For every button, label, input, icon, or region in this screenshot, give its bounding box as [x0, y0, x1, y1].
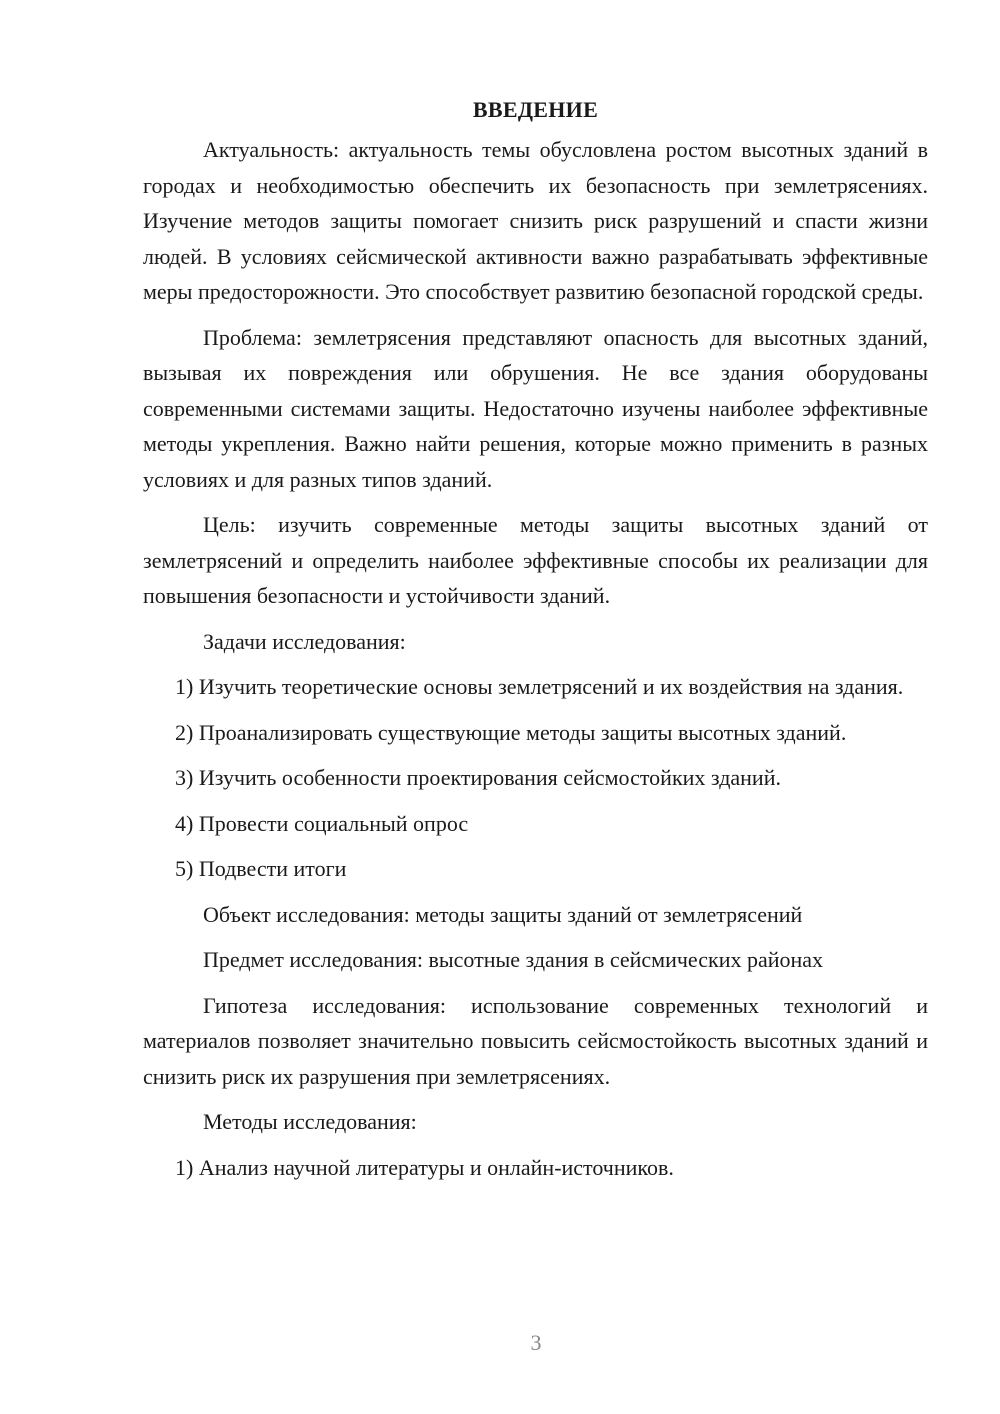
task-item-2: 2) Проанализировать существующие методы защиты высотных зданий.	[175, 719, 847, 745]
methods-heading: Методы исследования:	[203, 1109, 417, 1134]
tasks-heading: Задачи исследования:	[203, 628, 406, 654]
subject-line: Предмет исследования: высотные здания в сейсмических районах	[203, 947, 824, 972]
method-item-1: 1) Анализ научной литературы и онлайн-источников.	[175, 1154, 674, 1180]
section-title: ВВЕДЕНИЕ	[472, 97, 599, 122]
problem-paragraph: Проблема: землетрясения представляют опасность для высотных зданий, вызывая их повреждения или обрушения. Не все здания оборудованы современными системами защиты. Недостаточно изучены наиболее эффективные методы укрепления. Важно найти решения, которые можно применить в разных условиях и для разных типов зданий.	[143, 324, 928, 492]
page-number: 3	[530, 1330, 542, 1355]
goal-paragraph: Цель: изучить современные методы защиты высотных зданий от землетрясений и определить наиболее эффективные способы их реализации для повышения безопасности и устойчивости зданий.	[143, 512, 928, 608]
object-line: Объект исследования: методы защиты зданий от землетрясений	[203, 901, 803, 927]
task-item-5: 5) Подвести итоги	[175, 856, 347, 881]
task-item-3: 3) Изучить особенности проектирования сейсмостойких зданий.	[175, 765, 781, 790]
task-item-1: 1) Изучить теоретические основы землетрясений и их воздействия на здания.	[175, 674, 904, 699]
document-page	[143, 92, 928, 1195]
relevance-paragraph: Актуальность: актуальность темы обусловлена ростом высотных зданий в городах и необходимостью обеспечить их безопасность при землетрясениях. Изучение методов защиты помогает снизить риск разрушений и спасти жизни людей. В условиях сейсмической активности важно разрабатывать эффективные меры предосторожности. Это способствует развитию безопасной городской среды.	[143, 137, 928, 304]
task-item-4: 4) Провести социальный опрос	[175, 810, 469, 836]
hypothesis-paragraph: Гипотеза исследования: использование современных технологий и материалов позволяет значительно повысить сейсмостойкость высотных зданий и снизить риск их разрушения при землетрясениях.	[143, 992, 928, 1089]
